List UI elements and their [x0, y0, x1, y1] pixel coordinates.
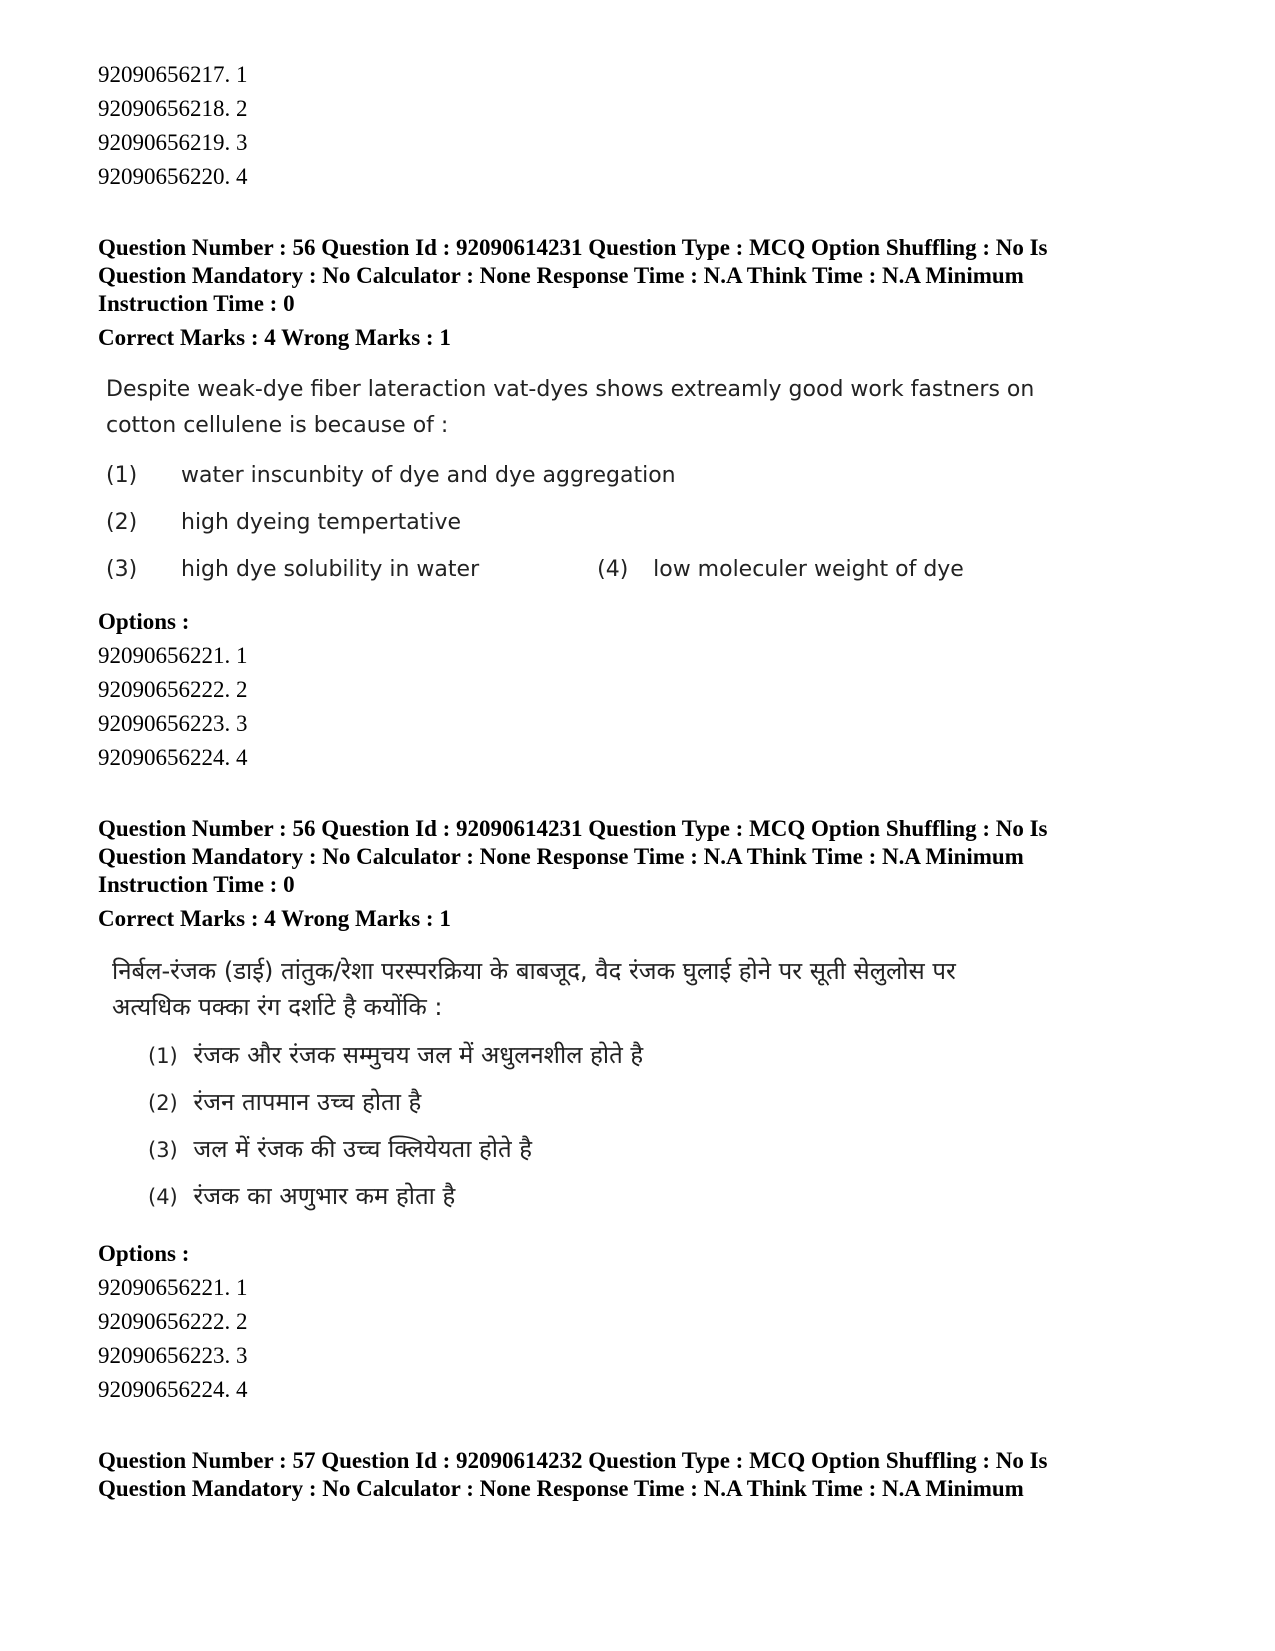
choice-text: रंजक का अणुभार कम होता है: [193, 1182, 456, 1210]
choice-text: जल में रंजक की उच्च क्लियेयता होते है: [193, 1135, 533, 1163]
option-item: 92090656222. 2: [98, 1309, 248, 1334]
question-56-english: [98, 234, 1198, 775]
option-item: 92090656221. 1: [98, 1275, 248, 1300]
options-label: Options :: [98, 1241, 190, 1266]
choice-text: रंजन तापमान उच्च होता है: [193, 1088, 422, 1116]
option-item: 92090656224. 4: [98, 745, 248, 770]
spacer: [98, 194, 1198, 234]
options-list: [98, 639, 1198, 775]
spacer: [98, 775, 1198, 815]
option-item: 92090656222. 2: [98, 677, 248, 702]
choice-text: high dyeing tempertative: [181, 510, 462, 535]
choice-row: [106, 555, 1106, 585]
choice-number: (3): [148, 1138, 178, 1162]
option-item: 92090656223. 3: [98, 711, 248, 736]
choice-row: [106, 508, 1106, 538]
question-body: [112, 953, 1112, 1213]
choice-number: (2): [148, 1091, 178, 1115]
question-header-line: Question Number : 57 Question Id : 92090614232 Question Type : MCQ Option Shuffling : No Is: [98, 1448, 1048, 1473]
choice-row: [148, 1086, 1112, 1119]
question-stem-line: Despite weak-dye fiber lateraction vat-dyes shows extreamly good work fastners on: [106, 377, 1035, 402]
choice-row: [148, 1039, 1112, 1072]
document-page: [98, 58, 1198, 1503]
choice-text: high dye solubility in water: [181, 557, 480, 582]
option-item: 92090656224. 4: [98, 1377, 248, 1402]
choice-text: रंजक और रंजक सम्मुचय जल में अधुलनशील होते है: [193, 1041, 644, 1069]
choice-number: (4): [597, 557, 629, 582]
option-item: 92090656220. 4: [98, 164, 248, 189]
choice-number: (1): [106, 463, 138, 488]
question-header-line: Instruction Time : 0: [98, 872, 295, 897]
options-list: [98, 1271, 1198, 1407]
choice-number: (2): [106, 510, 138, 535]
question-marks: Correct Marks : 4 Wrong Marks : 1: [98, 906, 451, 931]
option-item: 92090656218. 2: [98, 96, 248, 121]
question-57: [98, 1447, 1198, 1503]
option-item: 92090656223. 3: [98, 1343, 248, 1368]
choice-row: [106, 461, 1106, 491]
question-header-line: Question Number : 56 Question Id : 92090614231 Question Type : MCQ Option Shuffling : No Is: [98, 235, 1048, 260]
question-stem: [106, 372, 1106, 444]
choice-row: [148, 1180, 1112, 1213]
question-stem: [112, 953, 1112, 1025]
question-stem-line: अत्यधिक पक्का रंग दर्शाटे है कयोंकि :: [112, 993, 443, 1021]
question-marks: Correct Marks : 4 Wrong Marks : 1: [98, 325, 451, 350]
question-stem-line: निर्बल-रंजक (डाई) तांतुक/रेशा परस्परक्रिया के बाबजूद, वैद रंजक घुलाई होने पर सूती सेलुलोस पर: [112, 957, 956, 985]
question-56-hindi: [98, 815, 1198, 1407]
choice-row: [148, 1133, 1112, 1166]
question-header-line: Instruction Time : 0: [98, 291, 295, 316]
question-stem-line: cotton cellulene is because of :: [106, 413, 449, 438]
choice-second-column: [597, 555, 964, 585]
choice-number: (3): [106, 557, 138, 582]
question-header-line: Question Mandatory : No Calculator : None Response Time : N.A Think Time : N.A Minimum: [98, 1476, 1024, 1501]
choice-text: low moleculer weight of dye: [653, 557, 964, 582]
choice-number: (1): [148, 1044, 178, 1068]
question-body: [106, 372, 1106, 585]
choice-number: (4): [148, 1185, 178, 1209]
question-header-line: Question Mandatory : No Calculator : None Response Time : N.A Think Time : N.A Minimum: [98, 263, 1024, 288]
previous-options-list: [98, 58, 1198, 194]
option-item: 92090656217. 1: [98, 62, 248, 87]
question-header-line: Question Mandatory : No Calculator : None Response Time : N.A Think Time : N.A Minimum: [98, 844, 1024, 869]
spacer: [98, 1407, 1198, 1447]
options-label: Options :: [98, 609, 190, 634]
option-item: 92090656219. 3: [98, 130, 248, 155]
choice-text: water inscunbity of dye and dye aggregation: [181, 463, 676, 488]
question-header-line: Question Number : 56 Question Id : 92090614231 Question Type : MCQ Option Shuffling : No Is: [98, 816, 1048, 841]
option-item: 92090656221. 1: [98, 643, 248, 668]
